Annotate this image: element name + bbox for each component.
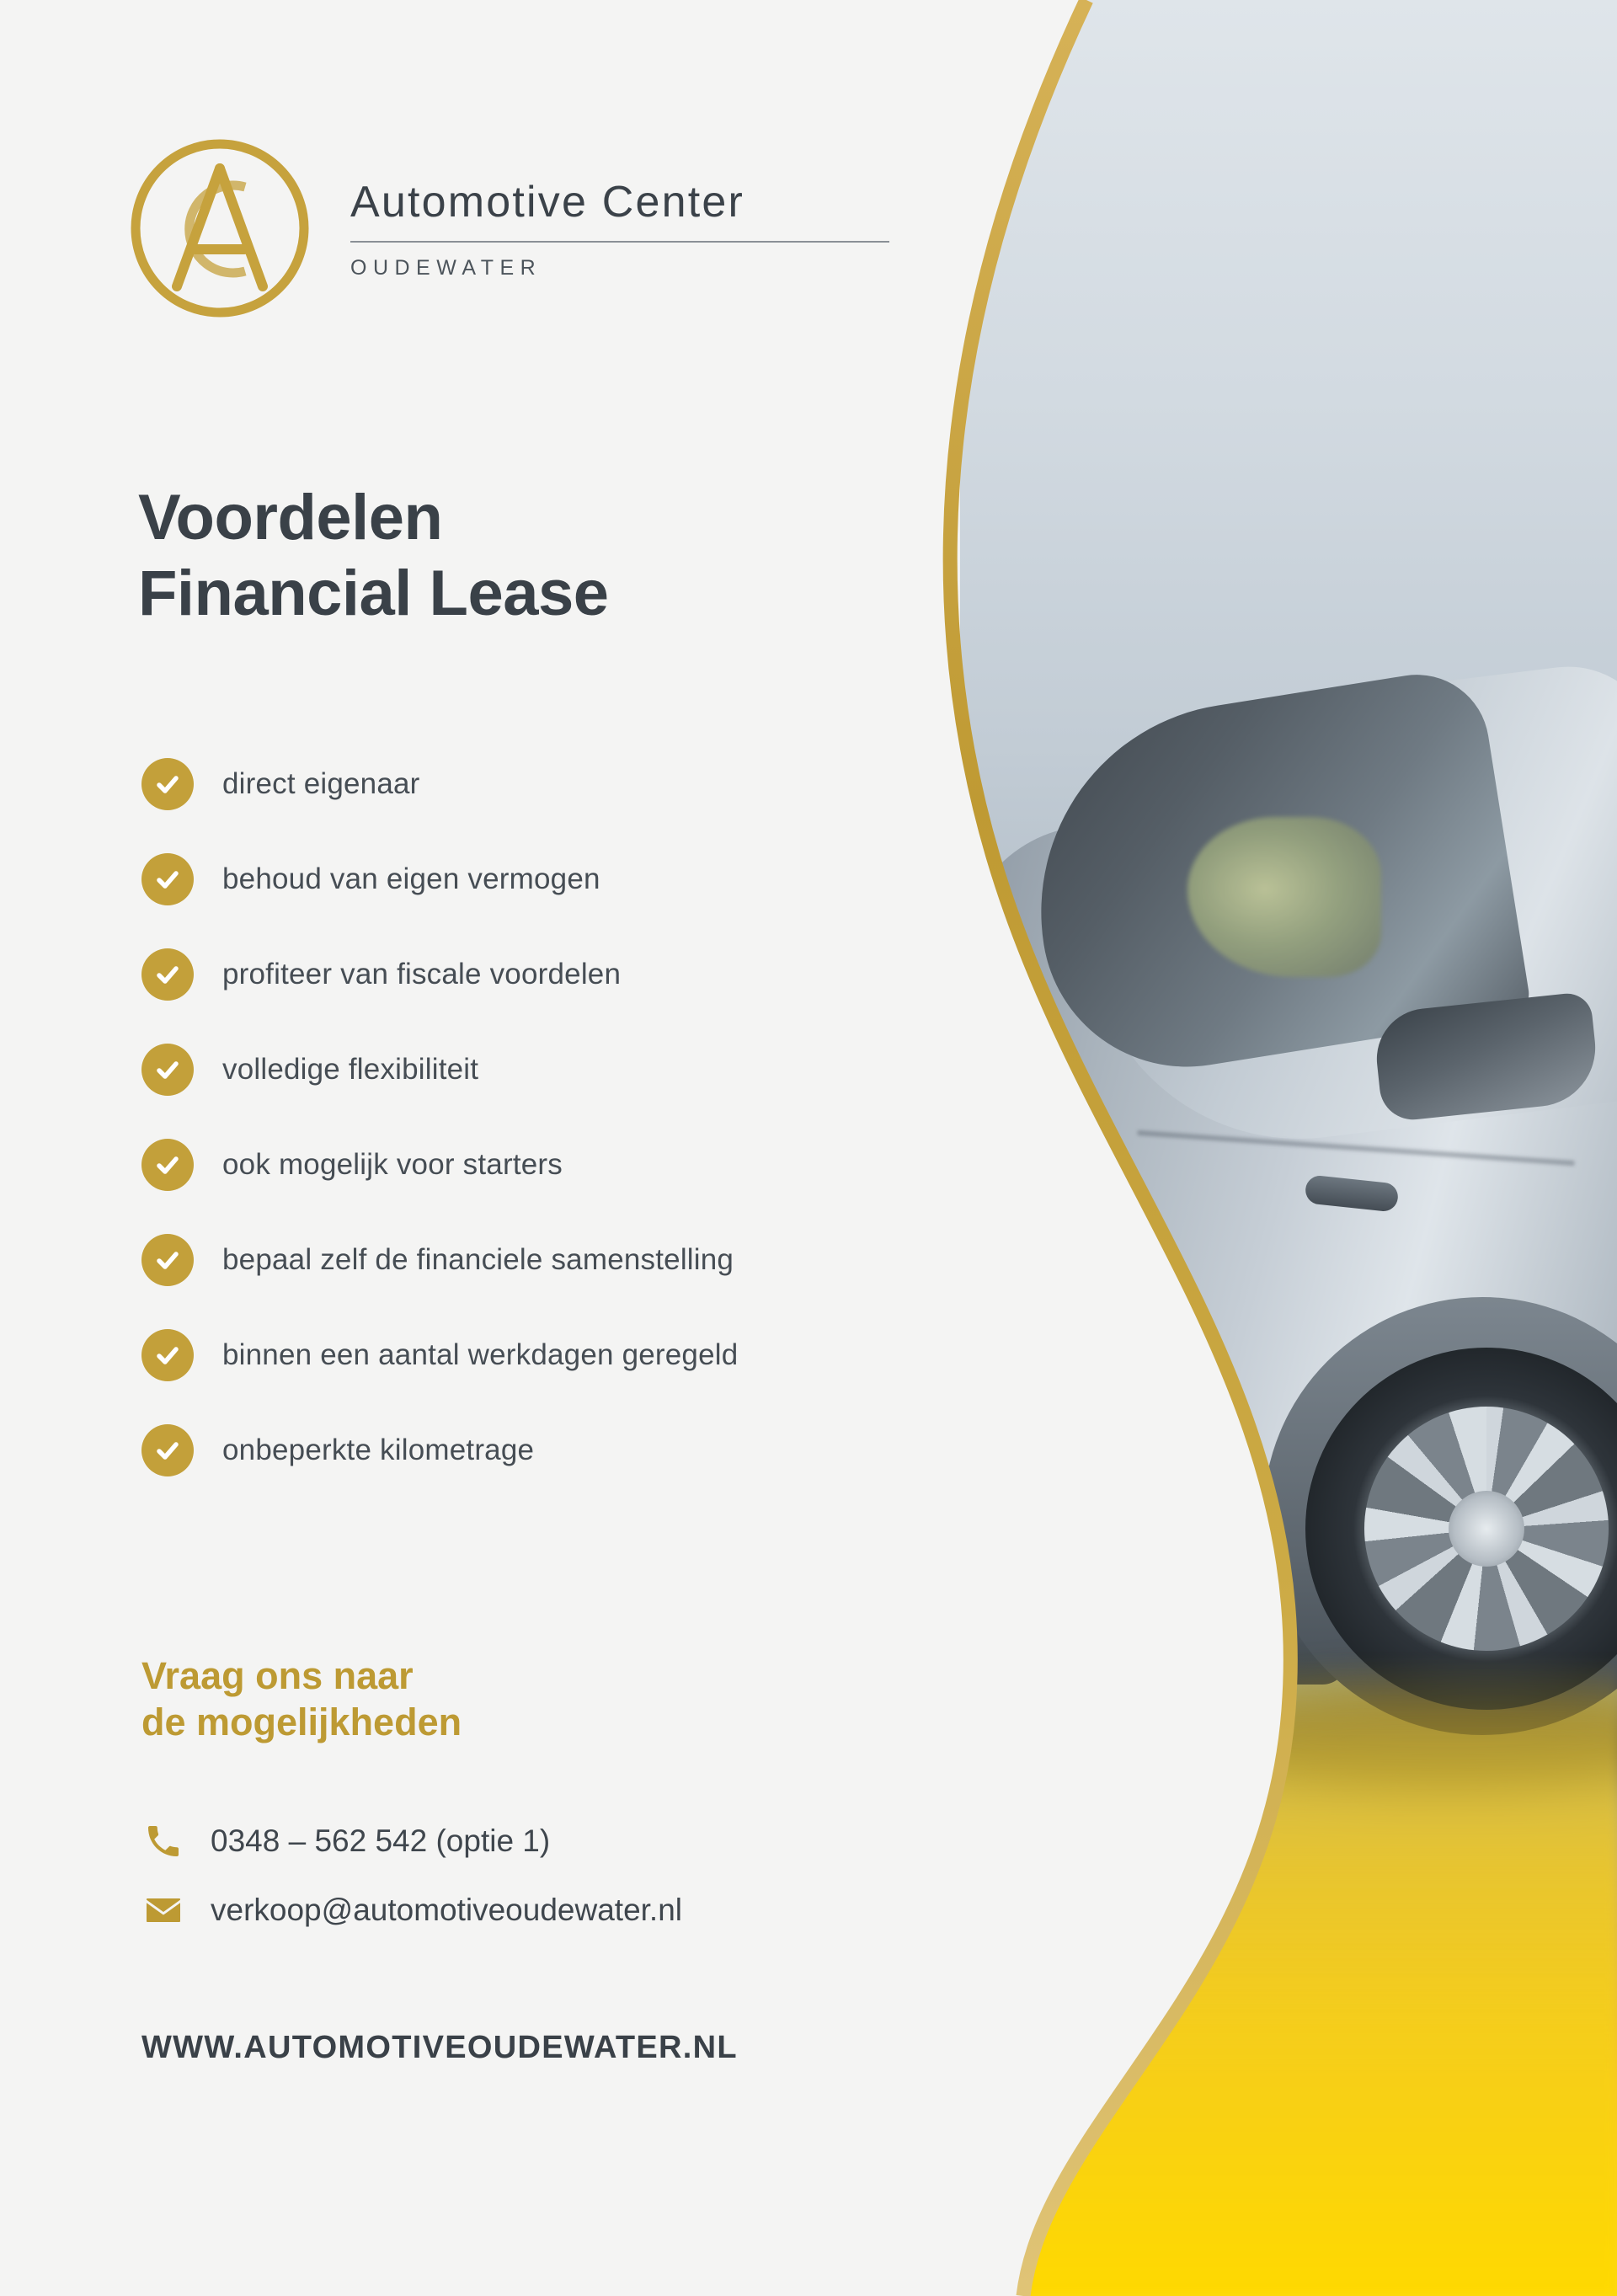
brand-header xyxy=(126,135,889,322)
list-item xyxy=(141,758,738,810)
check-circle-icon xyxy=(141,948,194,1001)
contact-block xyxy=(141,1819,682,1957)
list-item xyxy=(141,948,738,1001)
check-circle-icon xyxy=(141,1329,194,1381)
page-title xyxy=(138,480,609,631)
list-item xyxy=(141,1234,738,1286)
benefit-label: bepaal zelf de financiele samenstelling xyxy=(222,1243,734,1276)
cta-line-1: Vraag ons naar xyxy=(141,1654,414,1697)
benefit-label: behoud van eigen vermogen xyxy=(222,862,600,895)
list-item xyxy=(141,1329,738,1381)
list-item xyxy=(141,1424,738,1476)
check-circle-icon xyxy=(141,1044,194,1096)
phone-number: 0348 – 562 542 (optie 1) xyxy=(211,1823,551,1858)
list-item xyxy=(141,853,738,905)
brand-text xyxy=(350,177,889,280)
envelope-icon xyxy=(141,1888,185,1932)
benefit-label: direct eigenaar xyxy=(222,767,420,800)
benefit-label: volledige flexibiliteit xyxy=(222,1053,479,1086)
brand-name: Automotive Center xyxy=(350,177,745,227)
headline-line-2: Financial Lease xyxy=(138,557,609,629)
email-address: verkoop@automotiveoudewater.nl xyxy=(211,1893,683,1927)
check-circle-icon xyxy=(141,853,194,905)
website-url[interactable]: WWW.AUTOMOTIVEOUDEWATER.NL xyxy=(141,2030,738,2065)
list-item xyxy=(141,1044,738,1096)
benefit-label: ook mogelijk voor starters xyxy=(222,1148,563,1181)
benefit-label: profiteer van fiscale voordelen xyxy=(222,958,622,990)
headline-line-1: Voordelen xyxy=(138,482,443,553)
brand-divider xyxy=(350,241,889,243)
check-circle-icon xyxy=(141,758,194,810)
check-circle-icon xyxy=(141,1234,194,1286)
contact-phone-row[interactable] xyxy=(141,1819,682,1863)
contact-email-row[interactable] xyxy=(141,1888,682,1932)
benefit-label: binnen een aantal werkdagen geregeld xyxy=(222,1338,739,1371)
benefits-list xyxy=(141,758,738,1519)
phone-icon xyxy=(141,1819,185,1863)
monogram-a-circle-icon xyxy=(126,135,313,322)
brand-subtitle: OUDEWATER xyxy=(350,255,542,280)
check-circle-icon xyxy=(141,1139,194,1191)
cta-line-2: de mogelijkheden xyxy=(141,1700,462,1743)
cta-heading xyxy=(141,1653,462,1746)
benefit-label: onbeperkte kilometrage xyxy=(222,1434,535,1466)
check-circle-icon xyxy=(141,1424,194,1476)
list-item xyxy=(141,1139,738,1191)
